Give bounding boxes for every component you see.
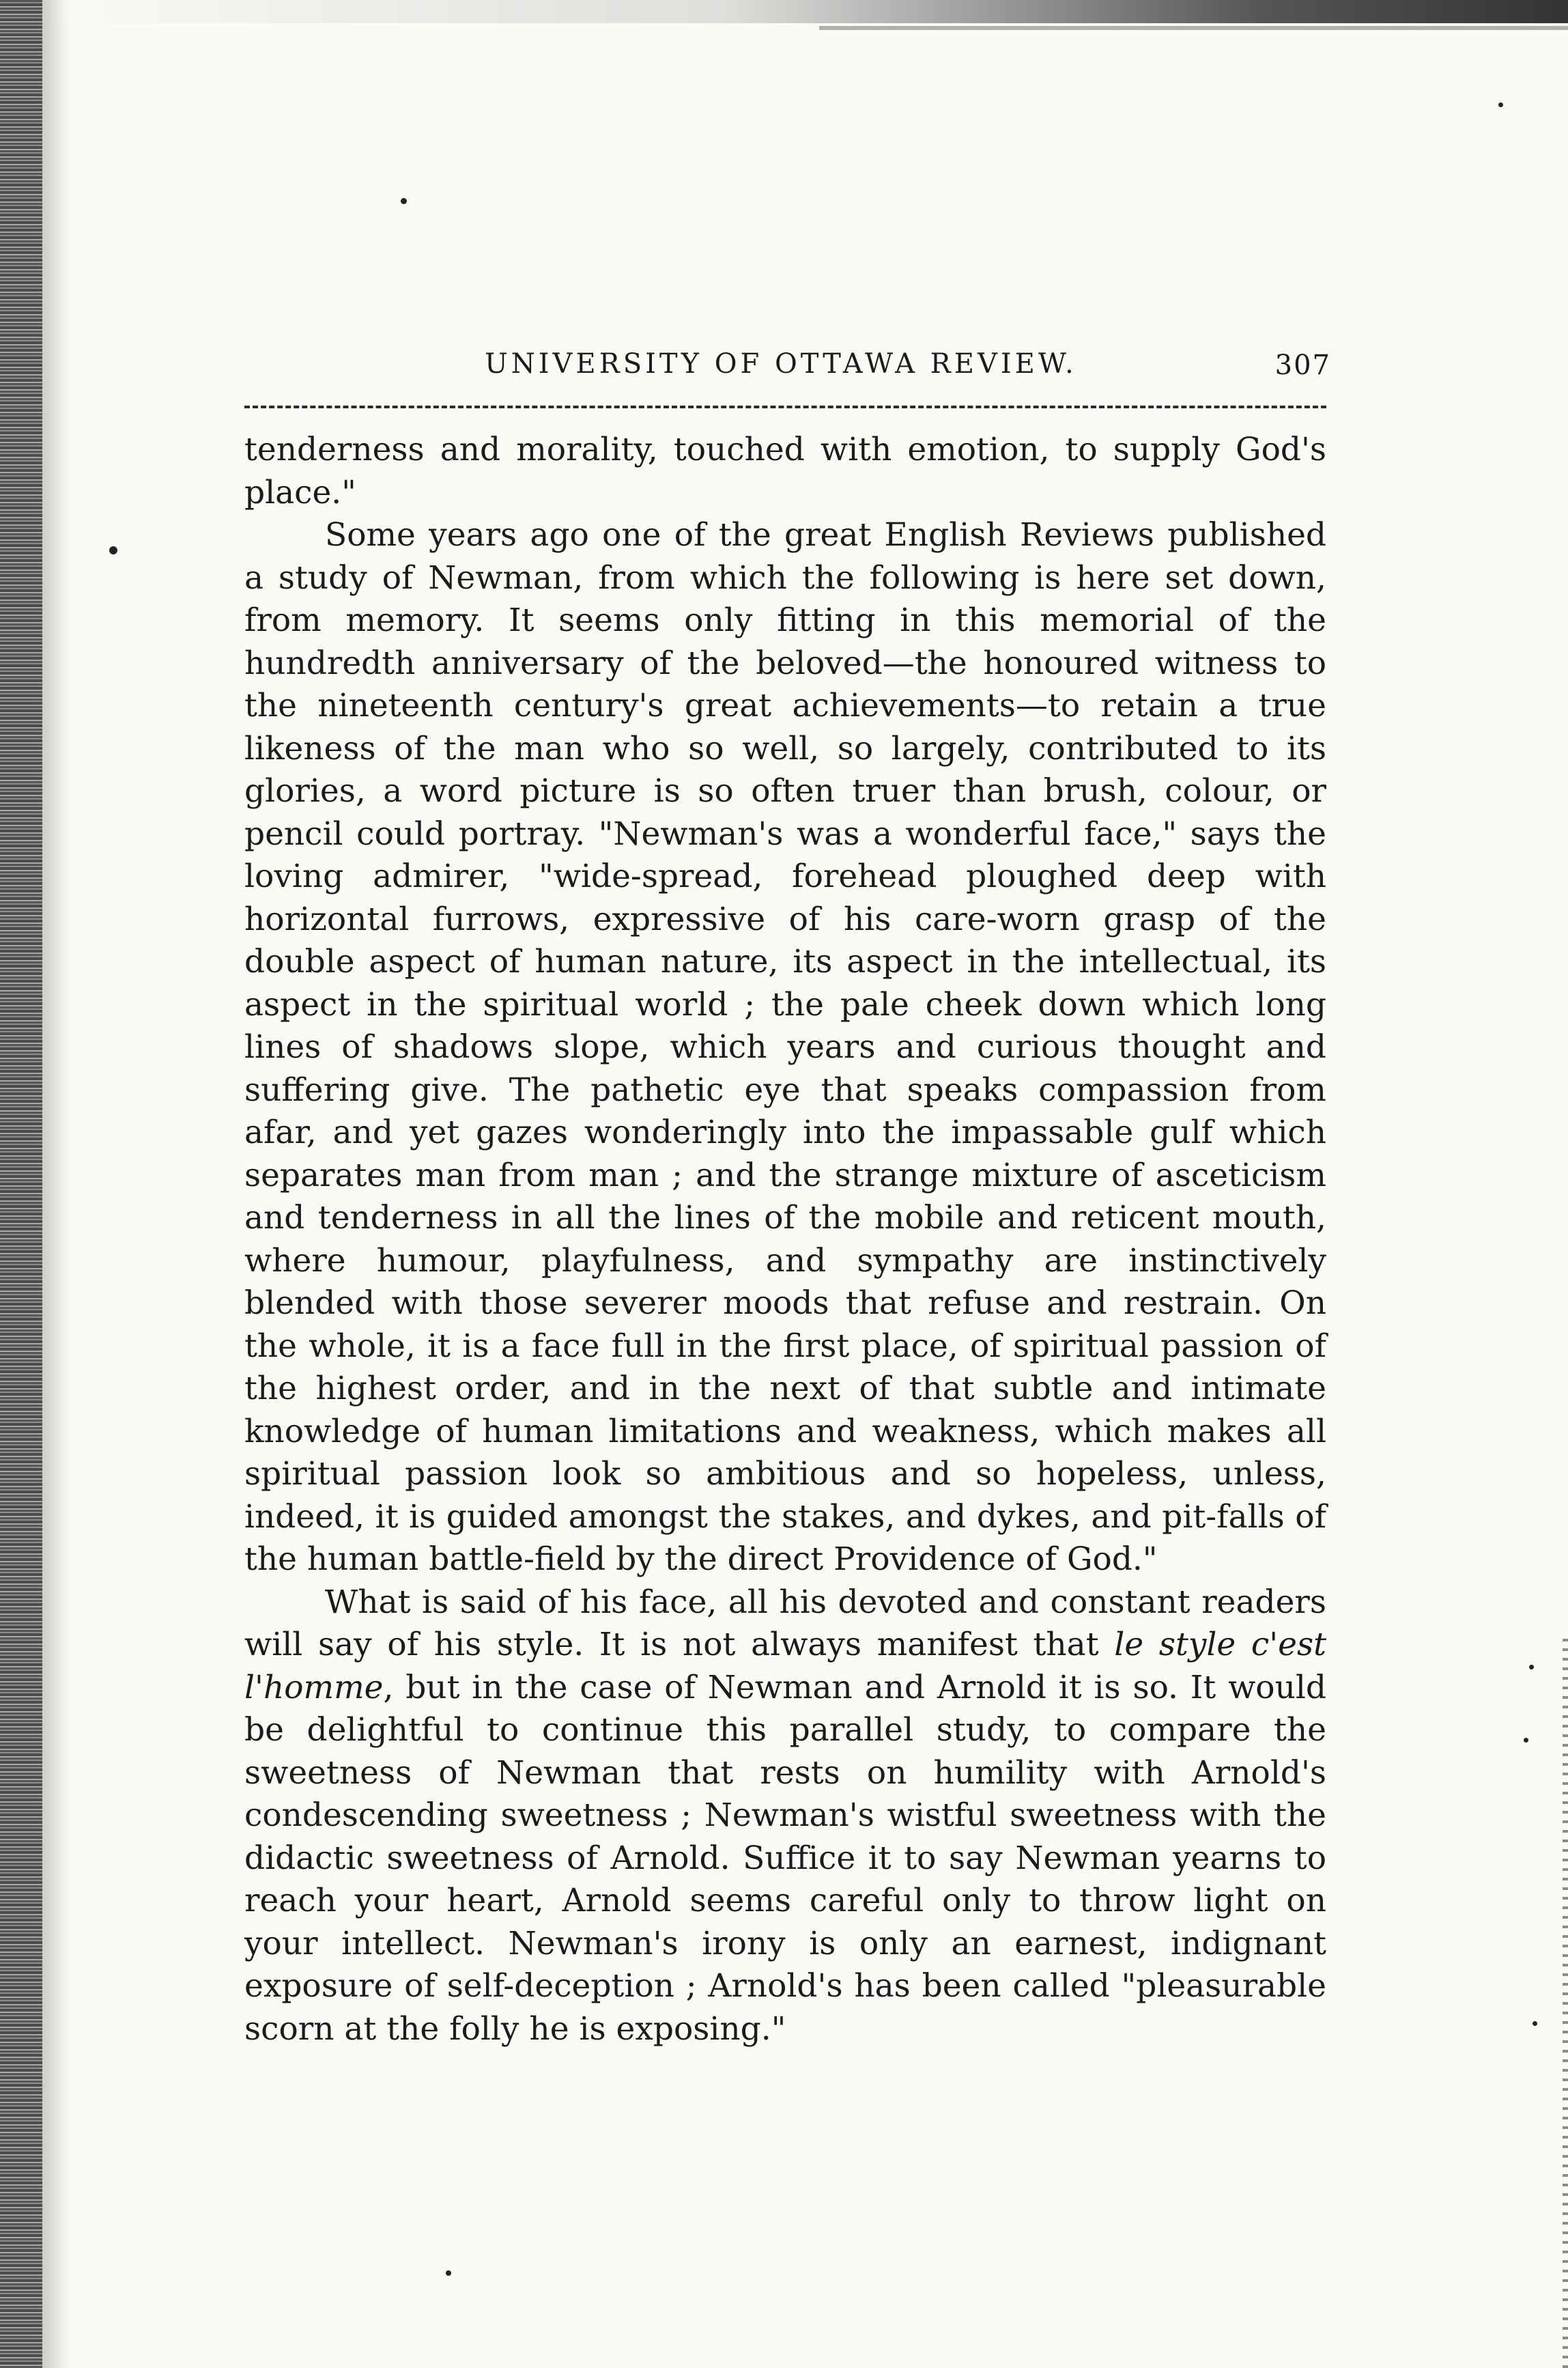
paragraph-newman-face: Some years ago one of the great English Reviews published a study of Newman, from which the following is here set down, from memory. It seems only fitting in this memorial of the hundredth anniversary of the beloved—the honoured witness to the nineteenth century's great achievements—to retain a true likeness of the man who so well, so largely, contributed to its glories, a word picture is so often truer than brush, colour, or pencil could portray. "Newman's was a wonderful face," says the loving admirer, "wide-spread, forehead ploughed deep with horizontal furrows, expressive of his care-worn grasp of the double aspect of human nature, its aspect in the intellectual, its aspect in the spiritual world ; the pale cheek down which long lines of shadows slope, which years and curious thought and suffering give. The pathetic eye that speaks compassion from afar, and yet gazes wonderingly into the impassable gulf which separates man from man ; and the strange mixture of asceticism and tenderness in all the lines of the mobile and reticent mouth, where humour, playfulness, and sympathy are instinctively blended with those severer moods that refuse and restrain. On the whole, it is a face full in the first place, of spiritual passion of the highest order, and in the next of that subtle and intimate knowledge of human limitations and weakness, which makes all spiritual passion look so ambitious and so hopeless, unless, indeed, it is guided amongst the stakes, and dykes, and pit-falls of the human battle-field by the direct Providence of God." [244, 516, 1326, 1578]
scan-speck [1533, 2021, 1537, 2026]
running-head [239, 348, 1331, 389]
scan-speck [109, 546, 117, 554]
paragraph-style-text-end: , but in the case of Newman and Arnold it is so. It would be delightful to continue this parallel study, to compare the sweetness of Newman that rests on humility with Arnold's condescending sweetness ; Newman's wistful sweetness with the didactic sweetness of Arnold. Suffice it to say Newman yearns to reach your heart, Arnold seems careful only to throw light on your intellect. Newman's irony is only an earnest, indignant exposure of self-deception ; Arnold's has been called "pleasurable scorn at the folly he is exposing." [244, 1668, 1326, 2048]
page-body [244, 429, 1326, 2050]
scan-right-edge [1563, 1639, 1568, 2368]
paragraph-continuation: tenderness and morality, touched with emotion, to supply God's place." [244, 431, 1326, 511]
paragraph-style-italic-phrase: le style c'est l'homme [244, 1626, 1326, 1706]
scan-speck [1524, 1738, 1528, 1743]
page-number: 307 [1274, 350, 1331, 381]
scan-speck [446, 2270, 451, 2276]
scan-speck [401, 198, 407, 204]
paragraph-style-text-start: What is said of his face, all his devoted and constant readers will say of his style. It is not always manifest that [244, 1583, 1326, 1663]
paragraph-style [244, 1581, 1326, 2051]
scan-binding-edge [0, 0, 42, 2368]
scan-top-edge [42, 0, 1568, 23]
scan-top-edge-line [819, 26, 1568, 30]
scan-speck [1498, 102, 1503, 107]
scan-binding-shadow [42, 0, 70, 2368]
journal-title: UNIVERSITY OF OTTAWA REVIEW. [485, 348, 1077, 380]
header-rule [244, 406, 1326, 408]
scan-speck [1529, 1665, 1534, 1669]
